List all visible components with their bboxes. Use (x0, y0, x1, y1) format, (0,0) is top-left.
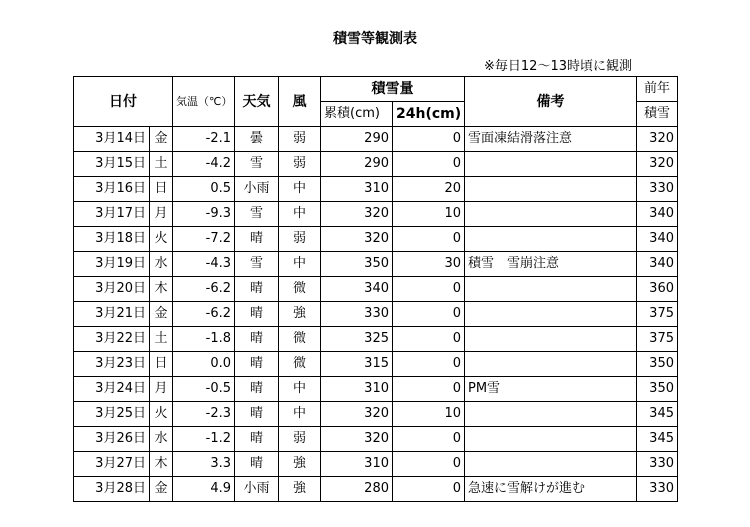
cell-date: 3月20日 (74, 277, 150, 302)
cell-temp: -4.2 (173, 152, 235, 177)
cell-wind: 弱 (279, 127, 321, 152)
cell-wind: 強 (279, 302, 321, 327)
cell-dow: 木 (150, 452, 173, 477)
cell-remarks (465, 277, 637, 302)
cell-daily: 0 (393, 152, 465, 177)
cell-remarks: 積雪 雪崩注意 (465, 252, 637, 277)
cell-weather: 雪 (235, 252, 279, 277)
cell-daily: 0 (393, 352, 465, 377)
cell-weather: 雪 (235, 202, 279, 227)
table-row (74, 152, 678, 177)
cell-date: 3月27日 (74, 452, 150, 477)
cell-weather: 晴 (235, 227, 279, 252)
table-row (74, 252, 678, 277)
cell-prev: 345 (637, 402, 678, 427)
cell-dow: 火 (150, 402, 173, 427)
cell-temp: -2.3 (173, 402, 235, 427)
cell-wind: 強 (279, 477, 321, 502)
cell-remarks (465, 227, 637, 252)
cell-total: 320 (321, 202, 393, 227)
cell-date: 3月17日 (74, 202, 150, 227)
cell-daily: 10 (393, 402, 465, 427)
cell-prev: 340 (637, 252, 678, 277)
cell-remarks (465, 352, 637, 377)
cell-total: 320 (321, 227, 393, 252)
cell-weather: 晴 (235, 327, 279, 352)
cell-remarks: 雪面凍結滑落注意 (465, 127, 637, 152)
cell-remarks: 急速に雪解けが進む (465, 477, 637, 502)
cell-wind: 中 (279, 377, 321, 402)
cell-dow: 木 (150, 277, 173, 302)
cell-total: 290 (321, 152, 393, 177)
cell-prev: 350 (637, 352, 678, 377)
table-row (74, 352, 678, 377)
cell-temp: 4.9 (173, 477, 235, 502)
cell-temp: -6.2 (173, 302, 235, 327)
cell-total: 350 (321, 252, 393, 277)
table-row (74, 177, 678, 202)
cell-temp: -6.2 (173, 277, 235, 302)
table-body (74, 127, 678, 502)
cell-temp: 0.0 (173, 352, 235, 377)
cell-weather: 晴 (235, 302, 279, 327)
cell-daily: 0 (393, 477, 465, 502)
table-row (74, 327, 678, 352)
cell-temp: -0.5 (173, 377, 235, 402)
cell-dow: 火 (150, 227, 173, 252)
header-remarks: 備考 (465, 77, 637, 127)
cell-wind: 中 (279, 177, 321, 202)
cell-temp: -4.3 (173, 252, 235, 277)
cell-weather: 小雨 (235, 477, 279, 502)
header-wind: 風 (279, 77, 321, 127)
cell-wind: 弱 (279, 427, 321, 452)
cell-remarks (465, 177, 637, 202)
cell-remarks (465, 452, 637, 477)
cell-temp: -7.2 (173, 227, 235, 252)
cell-daily: 20 (393, 177, 465, 202)
cell-total: 315 (321, 352, 393, 377)
cell-total: 320 (321, 402, 393, 427)
cell-daily: 0 (393, 277, 465, 302)
cell-remarks (465, 152, 637, 177)
table-row (74, 302, 678, 327)
cell-prev: 375 (637, 327, 678, 352)
cell-remarks (465, 402, 637, 427)
cell-date: 3月14日 (74, 127, 150, 152)
cell-daily: 0 (393, 327, 465, 352)
cell-dow: 土 (150, 152, 173, 177)
table-row (74, 127, 678, 152)
cell-prev: 320 (637, 127, 678, 152)
cell-remarks: PM雪 (465, 377, 637, 402)
cell-temp: 0.5 (173, 177, 235, 202)
cell-prev: 345 (637, 427, 678, 452)
cell-wind: 微 (279, 327, 321, 352)
cell-dow: 水 (150, 252, 173, 277)
cell-date: 3月23日 (74, 352, 150, 377)
cell-date: 3月26日 (74, 427, 150, 452)
cell-remarks (465, 202, 637, 227)
cell-dow: 水 (150, 427, 173, 452)
cell-dow: 日 (150, 352, 173, 377)
cell-dow: 金 (150, 477, 173, 502)
cell-prev: 330 (637, 177, 678, 202)
cell-total: 290 (321, 127, 393, 152)
cell-date: 3月16日 (74, 177, 150, 202)
table-row (74, 402, 678, 427)
cell-total: 340 (321, 277, 393, 302)
cell-date: 3月24日 (74, 377, 150, 402)
cell-date: 3月21日 (74, 302, 150, 327)
header-weather: 天気 (235, 77, 279, 127)
table-row (74, 477, 678, 502)
cell-date: 3月25日 (74, 402, 150, 427)
cell-remarks (465, 302, 637, 327)
cell-wind: 微 (279, 277, 321, 302)
cell-prev: 330 (637, 477, 678, 502)
cell-daily: 30 (393, 252, 465, 277)
cell-dow: 月 (150, 202, 173, 227)
cell-dow: 月 (150, 377, 173, 402)
cell-total: 330 (321, 302, 393, 327)
snow-observation-table (73, 76, 678, 502)
cell-total: 310 (321, 177, 393, 202)
cell-weather: 晴 (235, 277, 279, 302)
cell-temp: -2.1 (173, 127, 235, 152)
cell-weather: 晴 (235, 427, 279, 452)
header-date: 日付 (74, 77, 173, 127)
cell-daily: 10 (393, 202, 465, 227)
cell-wind: 中 (279, 202, 321, 227)
cell-dow: 土 (150, 327, 173, 352)
cell-dow: 金 (150, 302, 173, 327)
cell-daily: 0 (393, 452, 465, 477)
cell-temp: -9.3 (173, 202, 235, 227)
cell-wind: 中 (279, 252, 321, 277)
cell-daily: 0 (393, 127, 465, 152)
cell-prev: 340 (637, 202, 678, 227)
cell-daily: 0 (393, 227, 465, 252)
header-prev-year: 前年 (637, 77, 678, 102)
cell-prev: 320 (637, 152, 678, 177)
cell-weather: 晴 (235, 452, 279, 477)
cell-total: 320 (321, 427, 393, 452)
cell-total: 310 (321, 377, 393, 402)
cell-daily: 0 (393, 377, 465, 402)
cell-weather: 晴 (235, 377, 279, 402)
cell-prev: 375 (637, 302, 678, 327)
cell-date: 3月18日 (74, 227, 150, 252)
table-row (74, 452, 678, 477)
cell-date: 3月28日 (74, 477, 150, 502)
header-daily: 24h(cm) (393, 102, 465, 127)
header-total: 累積(cm) (321, 102, 393, 127)
cell-weather: 雪 (235, 152, 279, 177)
cell-prev: 330 (637, 452, 678, 477)
cell-prev: 340 (637, 227, 678, 252)
cell-wind: 微 (279, 352, 321, 377)
cell-total: 280 (321, 477, 393, 502)
cell-wind: 弱 (279, 227, 321, 252)
header-prev-snow: 積雪 (637, 102, 678, 127)
cell-prev: 350 (637, 377, 678, 402)
cell-wind: 弱 (279, 152, 321, 177)
cell-temp: -1.8 (173, 327, 235, 352)
observation-note: ※毎日12～13時頃に観測 (484, 59, 632, 74)
page-title: 積雪等観測表 (333, 31, 417, 47)
cell-daily: 0 (393, 302, 465, 327)
cell-weather: 晴 (235, 402, 279, 427)
cell-dow: 金 (150, 127, 173, 152)
cell-daily: 0 (393, 427, 465, 452)
header-temp: 気温（℃） (173, 77, 235, 127)
cell-temp: 3.3 (173, 452, 235, 477)
cell-dow: 日 (150, 177, 173, 202)
table-row (74, 277, 678, 302)
cell-temp: -1.2 (173, 427, 235, 452)
cell-wind: 中 (279, 402, 321, 427)
table-row (74, 427, 678, 452)
cell-total: 325 (321, 327, 393, 352)
cell-date: 3月15日 (74, 152, 150, 177)
cell-date: 3月22日 (74, 327, 150, 352)
cell-remarks (465, 427, 637, 452)
cell-date: 3月19日 (74, 252, 150, 277)
table-row (74, 227, 678, 252)
cell-weather: 小雨 (235, 177, 279, 202)
cell-weather: 曇 (235, 127, 279, 152)
table-row (74, 202, 678, 227)
cell-weather: 晴 (235, 352, 279, 377)
cell-remarks (465, 327, 637, 352)
cell-prev: 360 (637, 277, 678, 302)
table-row (74, 377, 678, 402)
cell-total: 310 (321, 452, 393, 477)
header-snow: 積雪量 (321, 77, 465, 102)
cell-wind: 強 (279, 452, 321, 477)
